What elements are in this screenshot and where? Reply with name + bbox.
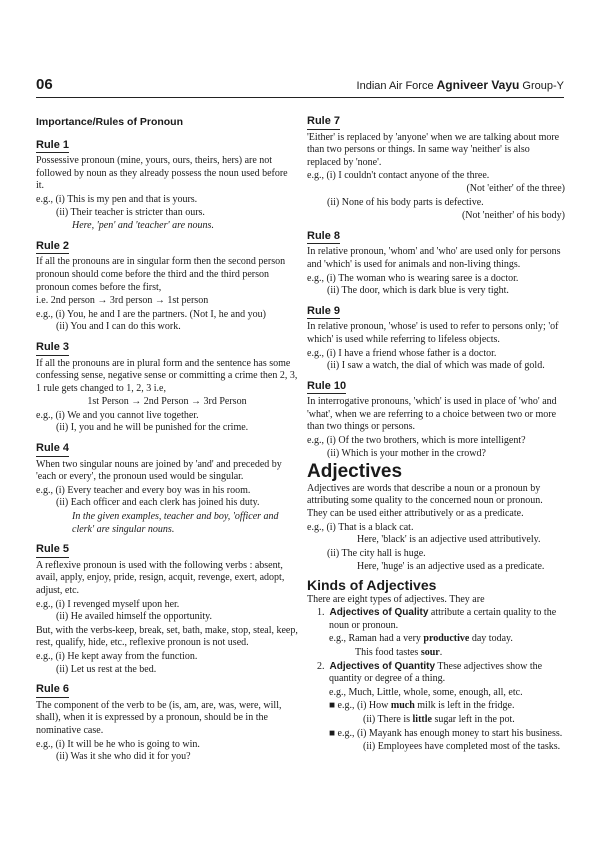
rule-4-title: Rule 4 bbox=[36, 442, 69, 457]
rule-9-title: Rule 9 bbox=[307, 305, 340, 320]
kinds-intro: There are eight types of adjectives. They are bbox=[307, 593, 485, 605]
rule-5-title: Rule 5 bbox=[36, 543, 69, 558]
rule-2-title: Rule 2 bbox=[36, 240, 69, 255]
rule-3-example-2: (ii) I, you and he will be punished for the crime. bbox=[56, 422, 249, 434]
adjectives-text: Adjectives are words that describe a noun or a pronoun by attributing some quality to the concerned noun or pronoun. They can be used either attributively or as a predicate. bbox=[307, 482, 543, 520]
rule-3-example-1: e.g., (i) We and you cannot live together. bbox=[36, 409, 199, 421]
rule-4-text: When two singular nouns are joined by 'and' and preceded by 'each or every', the pronoun used would be singular. bbox=[36, 458, 282, 483]
kinds-item-1-example-post: day today. bbox=[469, 633, 513, 645]
rule-8-example-2: (ii) The door, which is dark blue is very tight. bbox=[327, 285, 509, 297]
page-number: 06 bbox=[36, 76, 53, 93]
kinds-bullet-1 bbox=[307, 700, 565, 713]
kinds-item-1-example-2 bbox=[307, 647, 565, 660]
kinds-bullet-1b bbox=[307, 714, 565, 727]
adjectives-example-2: (ii) The city hall is huge. bbox=[327, 547, 426, 559]
rule-3-text: If all the pronouns are in plural form and the sentence has some confessing sense, negative sense or committing a crime then 2, 3, 1 rule gets changed to 1, 2, 3 i.e, bbox=[36, 357, 298, 394]
rule-10-title: Rule 10 bbox=[307, 380, 346, 395]
running-head-suffix: Group-Y bbox=[519, 80, 564, 92]
rule-5-example-4: (ii) Let us rest at the bed. bbox=[56, 663, 157, 675]
rule-7-example-1-note: (Not 'either' of the three) bbox=[466, 182, 565, 194]
rule-2-example-2: (ii) You and I can do this work. bbox=[56, 321, 181, 333]
rule-7-example-1: e.g., (i) I couldn't contact anyone of the three. bbox=[307, 170, 490, 182]
left-column bbox=[36, 112, 298, 765]
rule-2-order: i.e. 2nd person → 3rd person → 1st person bbox=[36, 295, 209, 307]
kinds-item-1-number: 1. bbox=[317, 607, 325, 619]
kinds-item-2 bbox=[307, 661, 565, 686]
kinds-item-2-number: 2. bbox=[317, 660, 325, 672]
rule-5-example-3: e.g., (i) He kept away from the function. bbox=[36, 650, 198, 662]
rule-9-text: In relative pronoun, 'whose' is used to refer to persons only; 'of which' is used while referring to lifeless objects. bbox=[307, 321, 559, 345]
kinds-bullet-1b-post: sugar left in the pot. bbox=[431, 713, 515, 725]
rule-1-title: Rule 1 bbox=[36, 139, 69, 154]
rule-8-example-1: e.g., (i) The woman who is wearing saree is a doctor. bbox=[307, 272, 519, 284]
kinds-heading: Kinds of Adjectives bbox=[307, 577, 437, 593]
kinds-bullet-1-bold: much bbox=[390, 700, 415, 712]
rule-1-example-1: e.g., (i) This is my pen and that is yours. bbox=[36, 193, 198, 205]
kinds-item-1-example-2-pre: This food tastes bbox=[355, 646, 421, 658]
kinds-bullet-2b: (ii) Employees have completed most of the tasks. bbox=[363, 741, 561, 753]
rule-2-text: If all the pronouns are in singular form then the second person pronoun should come before the third and the third person pronoun comes before the first, bbox=[36, 256, 286, 293]
kinds-item-2-bold: Adjectives of Quantity bbox=[329, 660, 436, 672]
kinds-item-1-example-pre: e.g., Raman had a very bbox=[329, 633, 424, 645]
kinds-bullet-1-pre: e.g., (i) How bbox=[337, 700, 391, 712]
rule-9-example-1: e.g., (i) I have a friend whose father is a doctor. bbox=[307, 347, 497, 359]
rule-6-title: Rule 6 bbox=[36, 683, 69, 698]
rule-6-example-1: e.g., (i) It will be he who is going to win. bbox=[36, 738, 200, 750]
rule-5-text-2: But, with the verbs-keep, break, set, bath, make, stop, steal, keep, rest, qualify, hide, etc., reflexive pronoun is not used. bbox=[36, 624, 298, 649]
kinds-item-1-example-bold: productive bbox=[423, 633, 470, 645]
rule-2-example-1: e.g., (i) You, he and I are the partners. (Not I, he and you) bbox=[36, 308, 266, 320]
rule-10-example-1: e.g., (i) Of the two brothers, which is more intelligent? bbox=[307, 435, 526, 447]
header-divider bbox=[36, 97, 564, 98]
right-column bbox=[307, 112, 565, 755]
rule-8-title: Rule 8 bbox=[307, 230, 340, 245]
rule-7-example-2-note: (Not 'neither' of his body) bbox=[461, 210, 565, 222]
rule-4-note: In the given examples, teacher and boy, 'officer and clerk' are singular nouns. bbox=[72, 511, 279, 535]
kinds-item-1-bold: Adjectives of Quality bbox=[329, 607, 429, 619]
rule-3-title: Rule 3 bbox=[36, 341, 69, 356]
kinds-item-1-example-2-post: . bbox=[439, 646, 443, 658]
adjectives-example-2-note: Here, 'huge' is an adjective used as a predicate. bbox=[357, 561, 545, 573]
kinds-bullet-1b-bold: little bbox=[412, 713, 432, 725]
rule-1-note: Here, 'pen' and 'teacher' are nouns. bbox=[72, 220, 214, 232]
rule-4-example-2: (ii) Each officer and each clerk has joined his duty. bbox=[56, 497, 260, 509]
rule-1-text: Possessive pronoun (mine, yours, ours, theirs, hers) are not followed by noun as they already possess the noun used before it. bbox=[36, 155, 288, 192]
rule-9-example-2: (ii) I saw a watch, the dial of which was made of gold. bbox=[327, 360, 545, 372]
kinds-item-1-example bbox=[307, 633, 565, 646]
rule-3-order: 1st Person → 2nd Person → 3rd Person bbox=[87, 396, 247, 408]
adjectives-example-1: e.g., (i) That is a black cat. bbox=[307, 521, 414, 533]
rule-10-text: In interrogative pronouns, 'which' is used in place of 'who' and 'what', when we are referring to a choice between two or more than two things or persons. bbox=[307, 396, 557, 433]
adjectives-example-1-note: Here, 'black' is an adjective used attributively. bbox=[357, 534, 541, 546]
bullet-icon: ■ bbox=[329, 727, 338, 739]
section-title: Importance/Rules of Pronoun bbox=[36, 116, 184, 128]
rule-6-text: The component of the verb to be (is, am, are, was, were, will, shall), when it is expressed by a pronoun, should be in the nominative case. bbox=[36, 699, 282, 736]
rule-5-example-2: (ii) He availed himself the opportunity. bbox=[56, 611, 212, 623]
rule-7-text: 'Either' is replaced by 'anyone' when we are talking about more than two persons or things. In same way 'neither' is also replaced by 'none'. bbox=[307, 131, 560, 168]
rule-5-example-1: e.g., (i) I revenged myself upon her. bbox=[36, 598, 180, 610]
kinds-item-2-list: e.g., Much, Little, whole, some, enough, all, etc. bbox=[329, 686, 523, 698]
running-head bbox=[357, 78, 564, 92]
rule-8-text: In relative pronoun, 'whom' and 'who' are used only for persons and 'which' is used for animals and non-living things. bbox=[307, 246, 561, 270]
kinds-bullet-2-text: e.g., (i) Mayank has enough money to start his business. bbox=[337, 727, 563, 739]
running-head-bold: Agniveer Vayu bbox=[436, 78, 520, 92]
running-head-text: Indian Air Force bbox=[356, 80, 437, 92]
kinds-item-2-text: These adjectives show the quantity or degree of a thing. bbox=[329, 660, 543, 685]
adjectives-heading: Adjectives bbox=[307, 461, 403, 483]
rule-1-example-2: (ii) Their teacher is stricter than ours. bbox=[56, 206, 205, 218]
page-header bbox=[0, 0, 600, 100]
bullet-icon: ■ bbox=[329, 700, 338, 712]
rule-7-example-2: (ii) None of his body parts is defective. bbox=[327, 196, 484, 208]
rule-7-title: Rule 7 bbox=[307, 115, 340, 130]
rule-10-example-2: (ii) Which is your mother in the crowd? bbox=[327, 447, 486, 459]
kinds-item-1 bbox=[307, 607, 565, 632]
kinds-bullet-2 bbox=[307, 728, 565, 741]
kinds-bullet-1b-pre: (ii) There is bbox=[363, 713, 413, 725]
kinds-item-1-example-2-bold: sour bbox=[420, 646, 440, 658]
kinds-item-1-text: attribute a certain quality to the noun or pronoun. bbox=[329, 607, 557, 631]
kinds-bullet-1-post: milk is left in the fridge. bbox=[414, 700, 515, 712]
rule-4-example-1: e.g., (i) Every teacher and every boy was in his room. bbox=[36, 484, 251, 496]
rule-6-example-2: (ii) Was it she who did it for you? bbox=[56, 751, 191, 763]
rule-5-text: A reflexive pronoun is used with the following verbs : absent, avail, apply, enjoy, pride, resign, acquit, revenge, exert, adopt, adjust, etc. bbox=[36, 559, 285, 596]
